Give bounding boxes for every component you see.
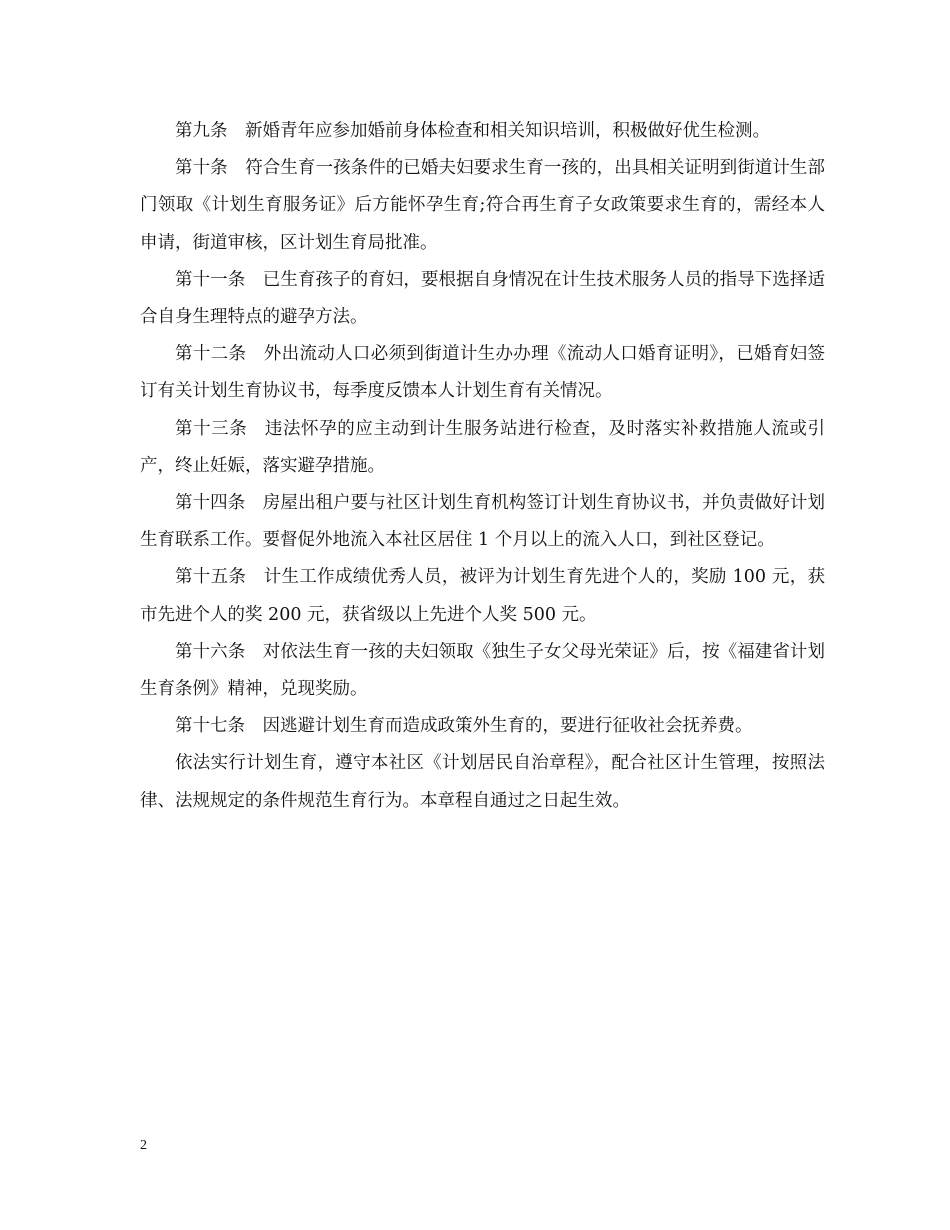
article-number: 第十五条	[175, 567, 247, 588]
article-number: 第十一条	[175, 269, 246, 290]
document-body	[140, 113, 825, 820]
article-number: 第十六条	[175, 641, 246, 662]
closing-text: 依法实行计划生育，遵守本社区《计划居民自治章程》，配合社区计生管理，按照法律、法规规定的条件规范生育行为。本章程自通过之日起生效。	[140, 753, 825, 811]
article-12	[140, 336, 825, 410]
article-14	[140, 485, 825, 559]
article-text: 新婚青年应参加婚前身体检查和相关知识培训，积极做好优生检测。	[245, 121, 770, 141]
page-number: 2	[140, 1138, 147, 1153]
article-13	[140, 411, 825, 485]
article-text: 违法怀孕的应主动到计生服务站进行检查，及时落实补救措施人流或引产，终止妊娠，落实避孕措施。	[140, 418, 826, 476]
article-16	[140, 634, 825, 708]
article-number: 第十四条	[175, 493, 246, 514]
article-text: 对依法生育一孩的夫妇领取《独生子女父母光荣证》后，按《福建省计划生育条例》精神，兑现奖励。	[140, 641, 826, 700]
article-17	[140, 708, 825, 745]
article-number: 第十二条	[175, 344, 247, 365]
article-9	[140, 113, 825, 150]
article-10	[140, 150, 825, 262]
article-text: 已生育孩子的育妇，要根据自身情况在计生技术服务人员的指导下选择适合自身生理特点的避孕方法。	[140, 269, 826, 328]
article-text: 外出流动人口必须到街道计生办办理《流动人口婚育证明》，已婚育妇签订有关计划生育协议书，每季度反馈本人计划生育有关情况。	[140, 344, 826, 402]
article-text: 房屋出租户要与社区计划生育机构签订计划生育协议书，并负责做好计划生育联系工作。要督促外地流入本社区居住 1 个月以上的流入人口，到社区登记。	[140, 493, 826, 551]
article-text: 计生工作成绩优秀人员，被评为计划生育先进个人的，奖励 100 元，获市先进个人的奖 200 元，获省级以上先进个人奖 500 元。	[140, 567, 825, 625]
article-text: 因逃避计划生育而造成政策外生育的，要进行征收社会抚养费。	[262, 716, 753, 737]
article-number: 第十条	[175, 158, 228, 179]
article-text: 符合生育一孩条件的已婚夫妇要求生育一孩的，出具相关证明到街道计生部门领取《计划生育服务证》后方能怀孕生育;符合再生育子女政策要求生育的，需经本人申请，街道审核，区计划生育局批准。	[140, 158, 826, 253]
article-number: 第十七条	[175, 716, 245, 737]
article-number: 第九条	[175, 121, 228, 141]
article-15	[140, 559, 825, 633]
closing-paragraph	[140, 745, 825, 819]
article-11	[140, 262, 825, 336]
article-number: 第十三条	[175, 418, 248, 439]
